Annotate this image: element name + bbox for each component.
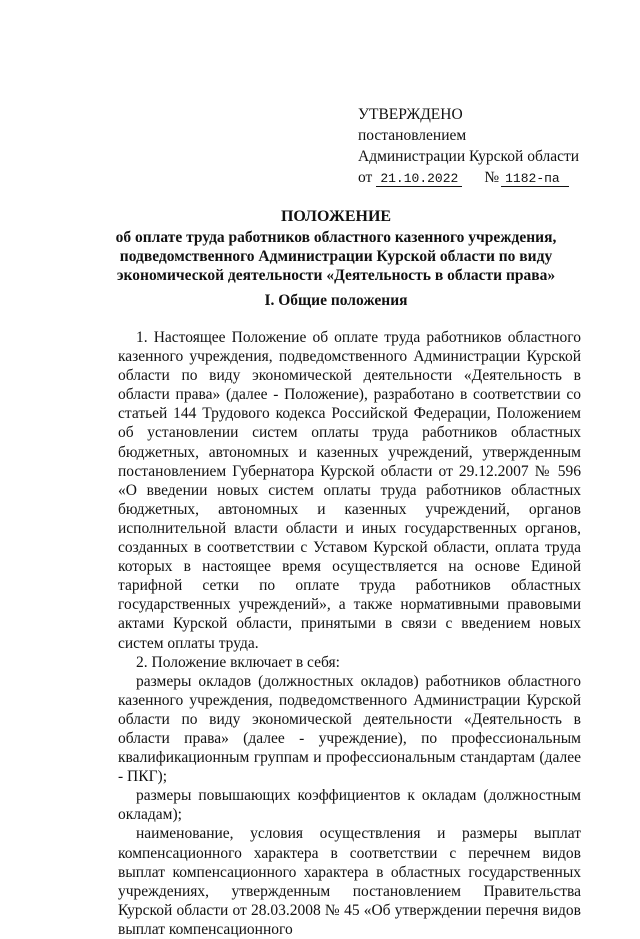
approval-line-2: Администрации Курской области bbox=[358, 148, 580, 165]
paragraph-1: 1. Настоящее Положение об оплате труда работников областного казенного учреждения, подведомственного Администрации Курской области по виду экономической деятельности «Деятельность в области права» (далее - Положение), разработано в соответствии со статьей 144 Трудового кодекса Российской Федерации, Положением об установлении систем оплаты труда работников областных бюджетных, автономных и казенных учреждений, утвержденным постановлением Губернатора Курской области от 29.12.2007 № 596 «О введении новых систем оплаты труда работников областных бюджетных, автономных и казенных учреждений, органов исполнительной власти области и иных государственных органов, созданных в соответствии с Уставом Курской области, оплата труда которых в настоящее время осуществляется на основе Единой тарифной сетки по оплате труда работников областных государственных учреждений», а также нормативными правовыми актами Курской области, принятыми в связи с введением новых систем оплаты труда. bbox=[118, 329, 581, 652]
date-prefix: от bbox=[358, 169, 373, 186]
approval-number: 1182-па bbox=[501, 171, 569, 187]
approval-title: УТВЕРЖДЕНО bbox=[358, 106, 463, 123]
document-body bbox=[118, 328, 581, 939]
approval-date: 21.10.2022 bbox=[376, 171, 462, 187]
number-prefix: № bbox=[484, 169, 500, 186]
title-line-3: экономической деятельности «Деятельность в области права» bbox=[116, 267, 556, 284]
paragraph-2: 2. Положение включает в себя: bbox=[136, 653, 340, 671]
title-line-1: об оплате труда работников областного казенного учреждения, bbox=[115, 229, 557, 246]
approval-stamp bbox=[358, 104, 579, 188]
document-title bbox=[96, 207, 576, 285]
approval-line-1: постановлением bbox=[358, 127, 467, 144]
section-heading: I. Общие положения bbox=[264, 292, 408, 309]
title-main: ПОЛОЖЕНИЕ bbox=[280, 208, 392, 225]
paragraph-3: размеры окладов (должностных окладов) работников областного казенного учреждения, подведомственного Администрации Курской области по виду экономической деятельности «Деятельность в области права» (далее - учреждение), по профессиональным квалификационным группам и профессиональным стандартам (далее - ПКГ); bbox=[118, 672, 581, 786]
title-line-2: подведомственного Администрации Курской области по виду bbox=[119, 248, 553, 265]
paragraph-4: размеры повышающих коэффициентов к окладам (должностным окладам); bbox=[118, 787, 581, 824]
approval-date-row bbox=[358, 167, 579, 188]
paragraph-5: наименование, условия осуществления и размеры выплат компенсационного характера в соответствии с перечнем видов выплат компенсационного характера в областных государственных учреждениях, утвержденным постановлением Правительства Курской области от 28.03.2008 № 45 «Об утверждении перечня видов выплат компенсационного bbox=[118, 825, 581, 938]
